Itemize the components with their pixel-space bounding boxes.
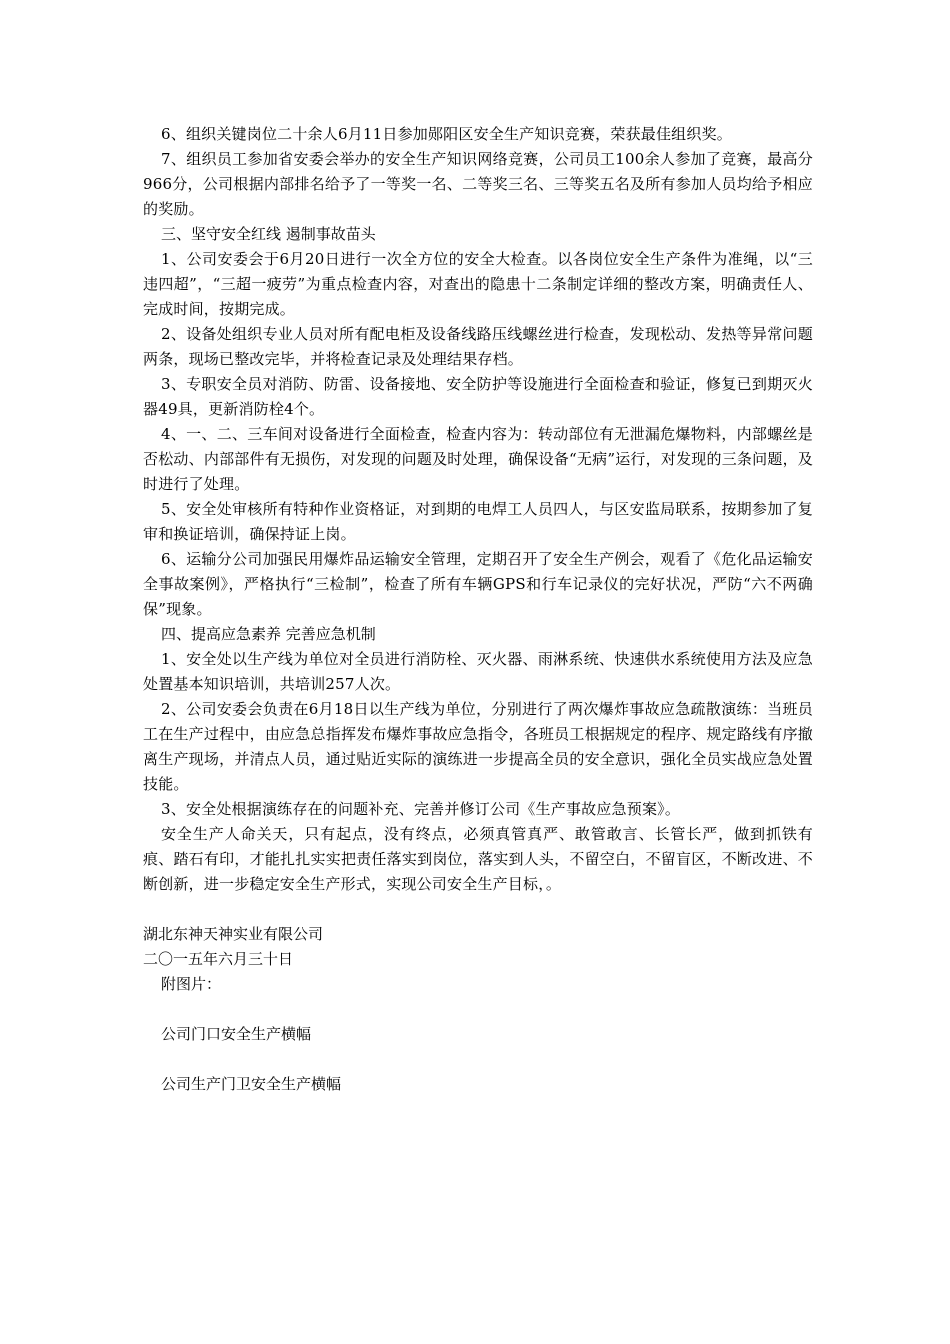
- caption-gate-banner: 公司门口安全生产横幅: [161, 1025, 312, 1043]
- closing-paragraph: 安全生产人命关天，只有起点，没有终点，必须真管真严、敢管敢言、长管长严，做到抓铁有痕、踏石有印，才能扎扎实实把责任落实到岗位，落实到人头，不留空白，不留盲区，不断改进、不断创新，进一步稳定安全生产形式，实现公司安全生产目标，。: [143, 825, 813, 893]
- section-three-heading: 三、坚守安全红线 遏制事故苗头: [161, 225, 376, 243]
- section-four-item-1: 1、安全处以生产线为单位对全员进行消防栓、灭火器、雨淋系统、快速供水系统使用方法及应急处置基本知识培训，共培训257人次。: [143, 650, 813, 693]
- item-7-online-competition: 7、组织员工参加省安委会举办的安全生产知识网络竞赛，公司员工100余人参加了竞赛，最高分966分，公司根据内部排名给予了一等奖一名、二等奖三名、三等奖五名及所有参加人员均给予相应的奖励。: [143, 150, 813, 218]
- section-three-item-4: 4、一、二、三车间对设备进行全面检查，检查内容为：转动部位有无泄漏危爆物料，内部螺丝是否松动、内部部件有无损伤，对发现的问题及时处理，确保设备“无病”运行，对发现的三条问题，及时进行了处理。: [143, 425, 813, 493]
- company-name: 湖北东神天神实业有限公司: [143, 925, 324, 943]
- section-four-heading: 四、提高应急素养 完善应急机制: [161, 625, 376, 643]
- section-three-item-6: 6、运输分公司加强民用爆炸品运输安全管理，定期召开了安全生产例会，观看了《危化品运输安全事故案例》，严格执行“三检制”，检查了所有车辆GPS和行车记录仪的完好状况，严防“六不两确保”现象。: [143, 550, 813, 618]
- item-6-competition: 6、组织关键岗位二十余人6月11日参加郧阳区安全生产知识竞赛，荣获最佳组织奖。: [161, 125, 732, 143]
- signature-block: [143, 922, 813, 997]
- attachments-label: 附图片：: [161, 975, 222, 993]
- section-three-item-5: 5、安全处审核所有特种作业资格证，对到期的电焊工人员四人，与区安监局联系，按期参加了复审和换证培训，确保持证上岗。: [143, 500, 813, 543]
- document-body: [143, 122, 813, 897]
- document-date: 二〇一五年六月三十日: [143, 950, 294, 968]
- caption-guard-banner: 公司生产门卫安全生产横幅: [161, 1075, 342, 1093]
- section-four-item-3: 3、安全处根据演练存在的问题补充、完善并修订公司《生产事故应急预案》。: [161, 800, 681, 818]
- section-three-item-3: 3、专职安全员对消防、防雷、设备接地、安全防护等设施进行全面检查和验证，修复已到期灭火器49具，更新消防栓4个。: [143, 375, 813, 418]
- section-four-item-2: 2、公司安委会负责在6月18日以生产线为单位，分别进行了两次爆炸事故应急疏散演练：当班员工在生产过程中，由应急总指挥发布爆炸事故应急指令，各班员工根据规定的程序、规定路线有序撤离生产现场，并清点人员，通过贴近实际的演练进一步提高全员的安全意识，强化全员实战应急处置技能。: [143, 700, 813, 793]
- section-three-item-1: 1、公司安委会于6月20日进行一次全方位的安全大检查。以各岗位安全生产条件为准绳，以“三违四超”，“三超一疲劳”为重点检查内容，对查出的隐患十二条制定详细的整改方案，明确责任人、完成时间，按期完成。: [143, 250, 813, 318]
- section-three-item-2: 2、设备处组织专业人员对所有配电柜及设备线路压线螺丝进行检查，发现松动、发热等异常问题两条，现场已整改完毕，并将检查记录及处理结果存档。: [143, 325, 813, 368]
